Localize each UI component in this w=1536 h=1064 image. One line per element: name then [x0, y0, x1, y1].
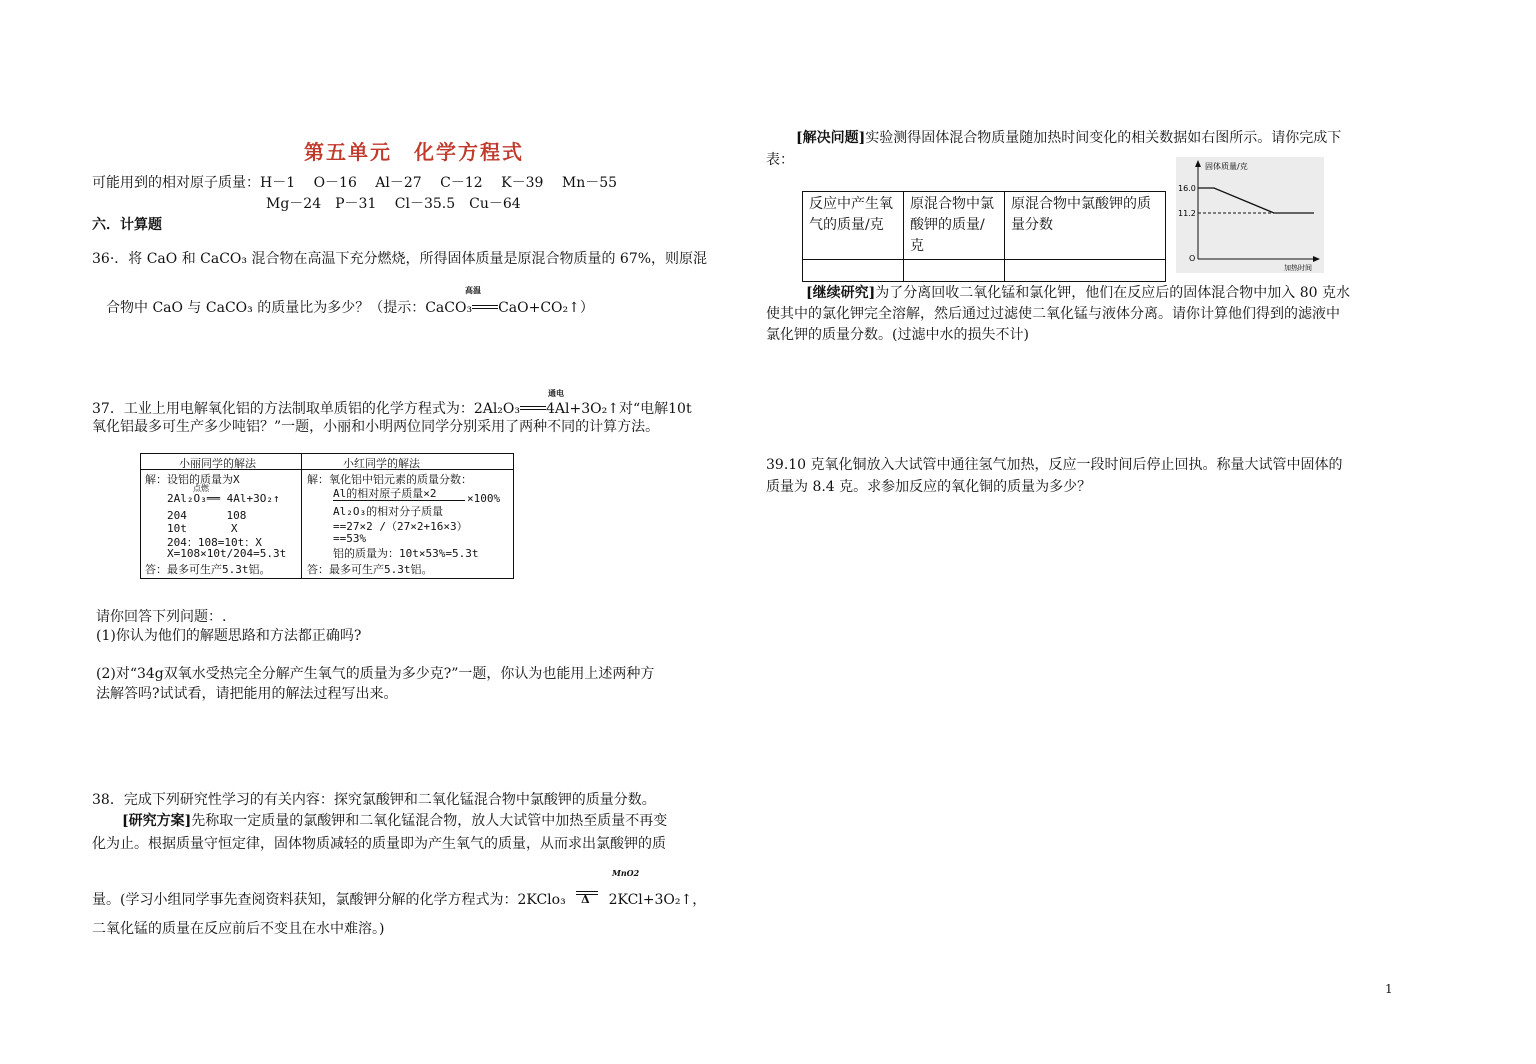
answer-cell[interactable]	[1005, 260, 1166, 282]
xiaohong-line: ==53%	[333, 532, 367, 545]
atomic-masses-line1	[92, 172, 617, 192]
q36-line2-a: 合物中 CaO 与 CaCO₃ 的质量比为多少？（提示：CaCO₃	[106, 300, 473, 316]
q37-line1	[92, 398, 692, 418]
table-header-cell: 反应中产生氧气的质量/克	[803, 192, 904, 260]
answer-cell[interactable]	[904, 260, 1005, 282]
table-row	[803, 192, 1166, 260]
q39-line1: 39.10 克氧化铜放入大试管中通往氢气加热，反应一段时间后停止回执。称量大试管中固体的	[766, 457, 1343, 473]
q37-ask: 请你回答下列问题：.	[96, 609, 227, 625]
xiaohong-header: 小红同学的解法	[343, 457, 420, 470]
q38-plan-line3	[92, 889, 706, 909]
solve-text-1: 实验测得固体混合物质量随加热时间变化的相关数据如右图所示。请你完成下	[865, 130, 1342, 146]
q37-part1: (1)你认为他们的解题思路和方法都正确吗?	[96, 628, 362, 644]
solve-line1	[796, 127, 1341, 147]
xiaohong-line: ==27×2 /（27×2+16×3）	[333, 520, 468, 533]
section-heading: 六．计算题	[92, 217, 162, 233]
cont-line1	[806, 282, 1350, 302]
q37-condition: 通电	[548, 388, 564, 398]
graph-ylabel: 固体质量/克	[1205, 162, 1248, 171]
xiaohong-line: 解：氧化铝中铝元素的质量分数：	[307, 473, 472, 486]
table-row	[803, 260, 1166, 282]
xiaohong-line: 答：最多可生产5.3t铝。	[307, 563, 433, 576]
page-number: 1	[1385, 982, 1393, 996]
q37-part2-line2: 法解答吗?试试看，请把能用的解法过程写出来。	[96, 686, 398, 702]
xiaohong-line: Al₂O₃的相对分子质量	[333, 505, 444, 518]
q38-plan-line4: 二氧化锰的质量在反应前后不变且在水中难溶。)	[92, 921, 385, 937]
atomic-masses-line2: Mg－24 P－31 Cl－35.5 Cu－64	[266, 196, 521, 212]
plan-text-3b: 2KCl+3O₂↑，	[608, 892, 707, 908]
plan-text-1: 先称取一定质量的氯酸钾和二氧化锰混合物，放人大试管中加热至质量不再变	[191, 813, 668, 829]
table-header-cell: 原混合物中氯酸钾的质量分数	[1005, 192, 1166, 260]
cont-label: [继续研究]	[806, 285, 876, 301]
fraction-bar	[333, 500, 465, 501]
equals-sign-icon	[520, 404, 546, 414]
graph-tick-11: 11.2	[1178, 209, 1196, 218]
catalyst-label: MnO2	[612, 868, 640, 878]
heat-symbol: Δ	[581, 893, 590, 906]
q36-line2-b: CaO+CO₂↑）	[498, 300, 594, 316]
graph-tick-16: 16.0	[1178, 184, 1196, 193]
results-table	[802, 191, 1166, 282]
cont-line3: 氯化钾的质量分数。(过滤中水的损失不计)	[766, 327, 1029, 343]
plan-label: [研究方案]	[122, 813, 192, 829]
solution-comparison-box	[140, 453, 514, 579]
xiaoli-line: X=108×10t/204=5.3t	[167, 547, 287, 560]
atomic-masses-values-1: H－1 O－16 Al－27 C－12 K－39 Mn－55	[260, 175, 618, 191]
xiaoli-line: 解：设铝的质量为X	[145, 473, 240, 486]
solve-line2: 表：	[766, 152, 794, 168]
q37-line1-b: 4Al+3O₂↑对“电解10t	[546, 401, 692, 417]
xiaohong-line: Al的相对原子质量×2	[333, 487, 437, 500]
cont-line2: 使其中的氯化钾完全溶解，然后通过过滤使二氧化锰与液体分离。请你计算他们得到的滤液中	[766, 306, 1340, 322]
xiaoli-line: 10t X	[167, 522, 238, 535]
graph-xlabel: 加热时间	[1284, 264, 1312, 272]
mass-time-graph	[1176, 157, 1324, 273]
equals-sign-icon	[472, 303, 498, 313]
solve-label: [解决问题]	[796, 130, 866, 146]
q36-line2	[106, 297, 594, 317]
atomic-masses-label: 可能用到的相对原子质量：	[92, 175, 260, 191]
q38-plan-line1	[122, 810, 667, 830]
box-divider	[301, 454, 302, 578]
page-title: 第五单元 化学方程式	[304, 140, 524, 164]
xiaoli-cond: 点燃	[193, 484, 209, 493]
xiaoli-header: 小丽同学的解法	[179, 457, 256, 470]
graph-origin: O	[1189, 254, 1196, 263]
q37-line1-a: 37．工业上用电解氧化铝的方法制取单质铝的化学方程式为：2Al₂O₃	[92, 401, 521, 417]
xiaoli-line: 204：108=10t：X	[167, 536, 262, 549]
xiaoli-line: 204 108	[167, 509, 247, 522]
q36-line1: 36·．将 CaO 和 CaCO₃ 混合物在高温下充分燃烧，所得固体质量是原混合物质量的 67%，则原混	[92, 251, 708, 267]
q37-line2: 氧化铝最多可生产多少吨铝？”一题，小丽和小明两位同学分别采用了两种不同的计算方法。	[92, 419, 660, 435]
q39-line2: 质量为 8.4 克。求参加反应的氧化铜的质量为多少？	[766, 479, 1092, 495]
table-header-cell: 原混合物中氯酸钾的质量/克	[904, 192, 1005, 260]
xiaohong-line: 铝的质量为：10t×53%=5.3t	[333, 547, 479, 560]
answer-cell[interactable]	[803, 260, 904, 282]
plan-text-3a: 量。(学习小组同学事先查阅资料获知，氯酸钾分解的化学方程式为：2KClo₃	[92, 892, 566, 908]
xiaoli-solution	[141, 454, 301, 578]
q38-line1: 38．完成下列研究性学习的有关内容：探究氯酸钾和二氧化锰混合物中氯酸钾的质量分数。	[92, 792, 656, 808]
equals-sign-icon	[574, 892, 600, 908]
cont-text-1: 为了分离回收二氧化锰和氯化钾，他们在反应后的固体混合物中加入 80 克水	[875, 285, 1350, 301]
q38-plan-line2: 化为止。根据质量守恒定律，固体物质减轻的质量即为产生氧气的质量，从而求出氯酸钾的质	[92, 836, 666, 852]
q37-part2-line1: (2)对“34g双氧水受热完全分解产生氧气的质量为多少克?”一题，你认为也能用上述两种方	[96, 666, 655, 682]
xiaohong-solution	[303, 454, 513, 578]
xiaoli-line: 答：最多可生产5.3t铝。	[145, 563, 271, 576]
q36-condition: 高温	[465, 285, 481, 295]
xiaohong-line: ×100%	[467, 492, 501, 505]
xiaoli-line: 2Al₂O₃══ 4Al+3O₂↑	[167, 492, 280, 505]
